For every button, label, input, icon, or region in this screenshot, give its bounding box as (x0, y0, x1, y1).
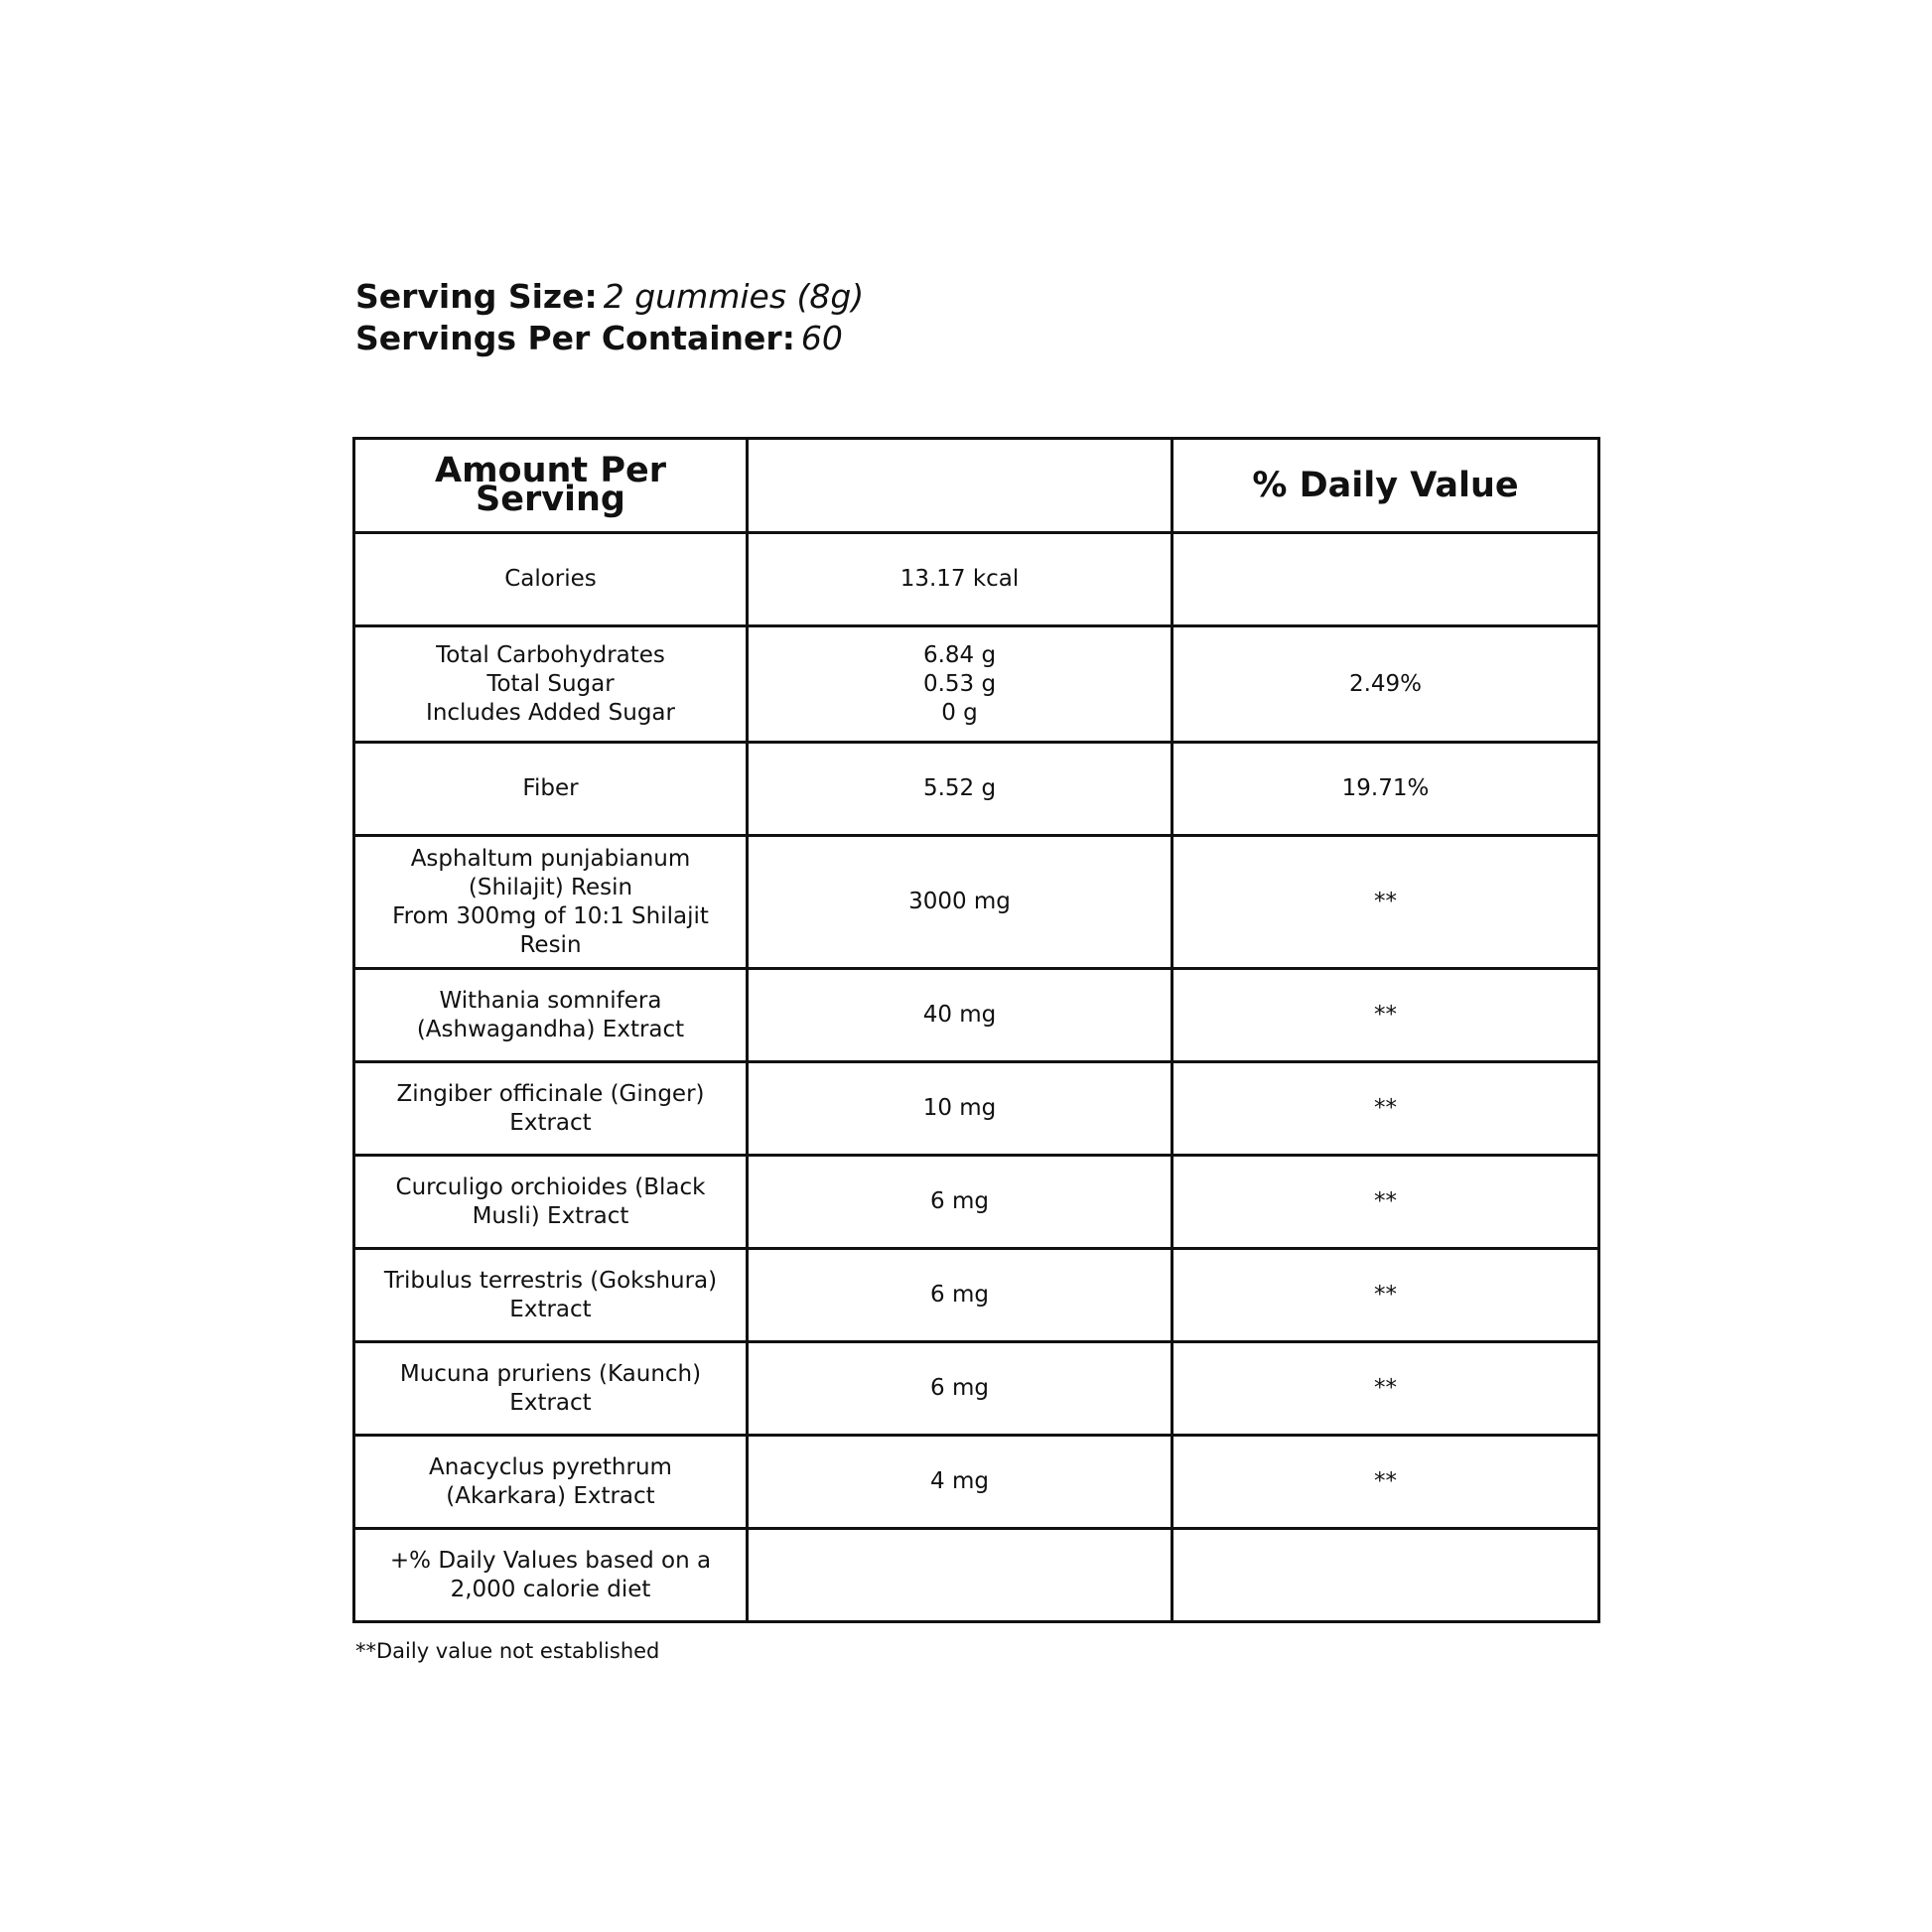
servings-per-container-value: 60 (800, 319, 843, 357)
daily-value-cell: ** (1173, 1062, 1599, 1156)
amount-value: 4 mg (930, 1468, 989, 1494)
nutrient-name: Resin (519, 931, 582, 958)
amount-value: 6.84 g (922, 641, 997, 668)
nutrient-cell (354, 1436, 748, 1529)
daily-value-cell: ** (1173, 1249, 1599, 1342)
nutrient-cell (354, 1529, 748, 1622)
header-amount (748, 439, 1173, 533)
nutrient-name: Extract (509, 1296, 592, 1322)
nutrient-cell (354, 1249, 748, 1342)
serving-size (355, 276, 864, 318)
amount-value: 6 mg (930, 1282, 989, 1308)
nutrient-name: Calories (504, 566, 597, 592)
daily-value-cell: 2.49% (1173, 626, 1599, 743)
table-row (354, 1342, 1599, 1436)
table-row (354, 626, 1599, 743)
table-row (354, 1062, 1599, 1156)
daily-value-cell (1173, 533, 1599, 626)
amount-value: 10 mg (922, 1095, 997, 1121)
table-row (354, 533, 1599, 626)
amount-cell (748, 1436, 1173, 1529)
amount-value: 6 mg (930, 1375, 989, 1401)
nutrient-cell (354, 1062, 748, 1156)
daily-value-cell (1173, 1529, 1599, 1622)
nutrient-name: Includes Added Sugar (426, 699, 675, 726)
table-row (354, 1249, 1599, 1342)
nutrient-name: +% Daily Values based on a (389, 1547, 712, 1574)
header-daily-value: % Daily Value (1173, 439, 1599, 533)
amount-cell (748, 836, 1173, 969)
table-row (354, 836, 1599, 969)
nutrient-name: Extract (509, 1109, 592, 1136)
nutrient-cell (354, 969, 748, 1062)
nutrient-name: Withania somnifera (439, 987, 662, 1014)
amount-cell (748, 969, 1173, 1062)
header-amount-per-serving: Amount Per Serving (354, 439, 748, 533)
nutrient-name: Musli) Extract (472, 1202, 629, 1229)
amount-cell (748, 626, 1173, 743)
nutrient-name: Curculigo orchioides (Black (395, 1173, 706, 1200)
nutrient-name: Tribulus terrestris (Gokshura) (383, 1267, 718, 1294)
nutrient-name: Anacyclus pyrethrum (429, 1453, 672, 1480)
amount-cell (748, 1249, 1173, 1342)
nutrient-name: Asphaltum punjabianum (410, 845, 691, 872)
amount-value: 0 g (941, 699, 978, 726)
nutrient-name: (Akarkara) Extract (446, 1482, 655, 1509)
nutrient-cell (354, 1342, 748, 1436)
amount-cell (748, 1156, 1173, 1249)
serving-size-label: Serving Size: (355, 277, 598, 316)
table-row (354, 1436, 1599, 1529)
nutrient-cell (354, 533, 748, 626)
daily-value-cell: ** (1173, 836, 1599, 969)
amount-cell (748, 533, 1173, 626)
daily-value-cell: ** (1173, 1156, 1599, 1249)
daily-value-cell: ** (1173, 1436, 1599, 1529)
amount-cell (748, 1062, 1173, 1156)
nutrient-cell (354, 836, 748, 969)
serving-info (355, 276, 864, 359)
footnote: **Daily value not established (355, 1639, 660, 1663)
amount-value: 5.52 g (922, 775, 997, 801)
nutrient-name: 2,000 calorie diet (450, 1576, 651, 1602)
nutrient-name: From 300mg of 10:1 Shilajit (392, 902, 709, 929)
amount-value: 3000 mg (908, 889, 1011, 914)
nutrient-name: Zingiber officinale (Ginger) (396, 1080, 705, 1107)
daily-value-cell: ** (1173, 969, 1599, 1062)
amount-cell (748, 1529, 1173, 1622)
nutrient-name: Fiber (522, 775, 579, 801)
nutrient-name: Total Sugar (486, 670, 615, 697)
nutrient-name: Mucuna pruriens (Kaunch) (399, 1360, 702, 1387)
nutrition-facts-table (352, 437, 1600, 1623)
daily-value-cell: 19.71% (1173, 743, 1599, 836)
amount-value: 6 mg (930, 1188, 989, 1214)
nutrient-cell (354, 743, 748, 836)
table-row (354, 1529, 1599, 1622)
nutrient-cell (354, 1156, 748, 1249)
nutrient-name: (Ashwagandha) Extract (416, 1016, 685, 1042)
table-row (354, 969, 1599, 1062)
table-row (354, 1156, 1599, 1249)
amount-cell (748, 743, 1173, 836)
nutrient-name: (Shilajit) Resin (468, 874, 633, 900)
servings-per-container (355, 318, 864, 359)
nutrient-name: Total Carbohydrates (436, 641, 665, 668)
amount-value: 40 mg (922, 1002, 997, 1028)
amount-cell (748, 1342, 1173, 1436)
serving-size-value: 2 gummies (8g) (603, 277, 865, 316)
table-row (354, 743, 1599, 836)
amount-value: 13.17 kcal (899, 566, 1020, 592)
amount-value: 0.53 g (922, 670, 997, 697)
servings-per-container-label: Servings Per Container: (355, 319, 795, 357)
nutrient-name: Extract (509, 1389, 592, 1416)
daily-value-cell: ** (1173, 1342, 1599, 1436)
nutrient-cell (354, 626, 748, 743)
table-header-row (354, 439, 1599, 533)
